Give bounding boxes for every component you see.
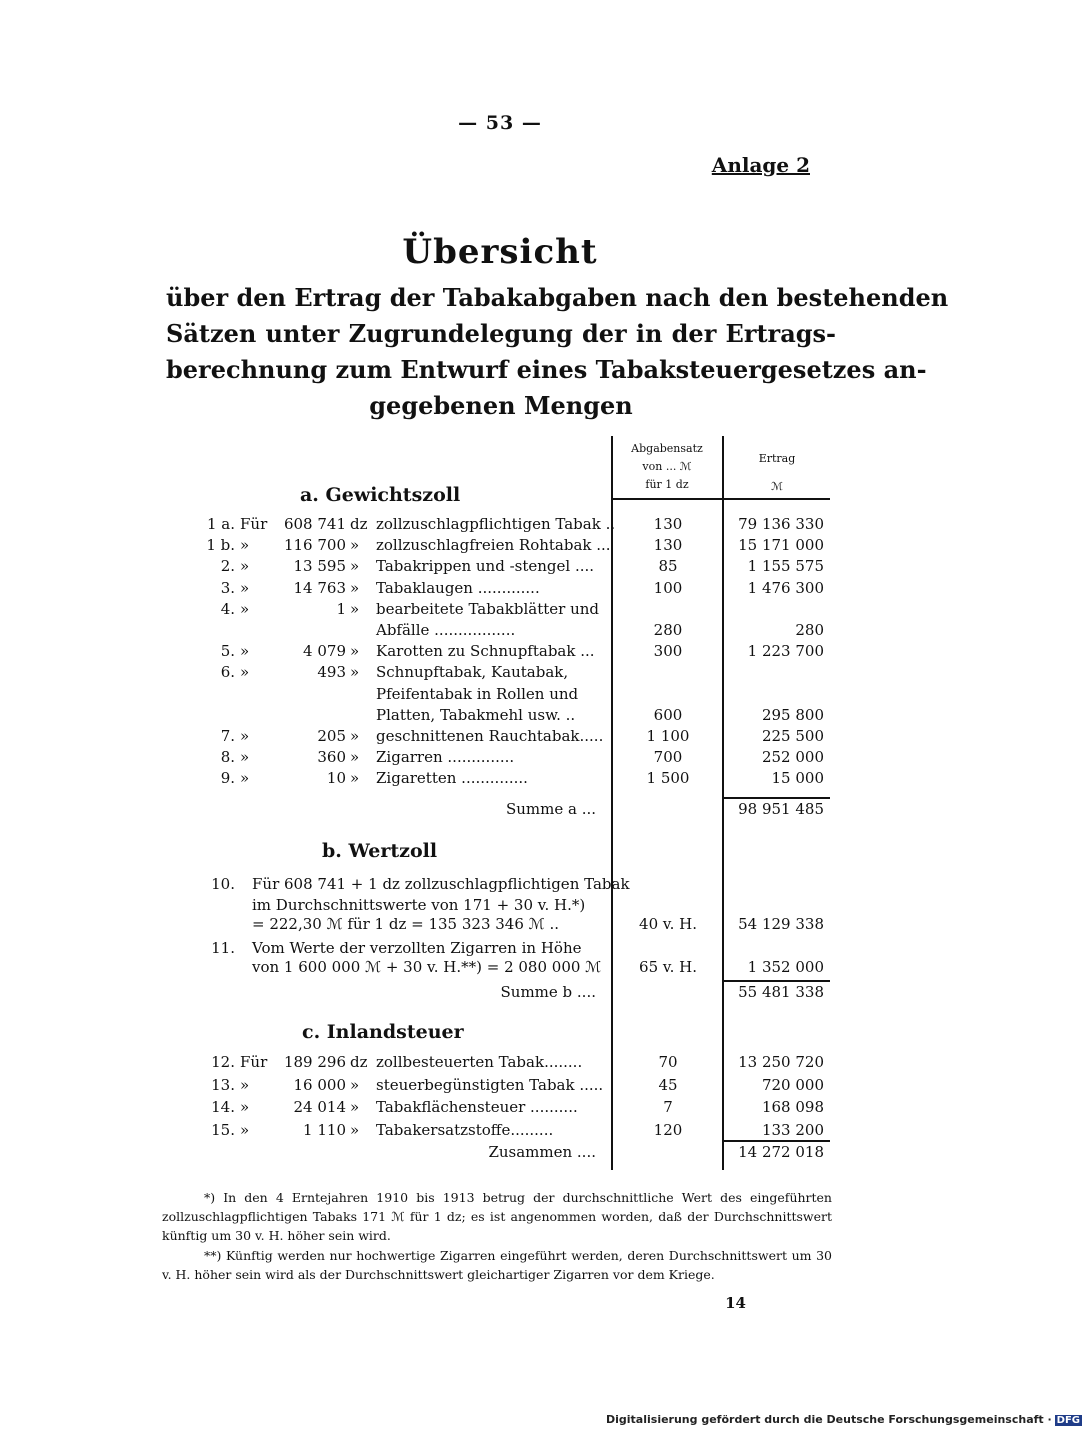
row-quantity: 189 296 [283, 1053, 346, 1071]
row-prefix: Für [240, 515, 268, 533]
footnote-2: **) Künftig werden nur hochwertige Zigarren eingeführt werden, deren Durchschnittswert um 30 v. H. höher sein wird als der Durchschnittswert gleichartiger Zigarren vor dem Kriege. [162, 1248, 832, 1282]
row-value: 252 000 [761, 748, 824, 767]
row-10-rate: 40 v. H. [639, 915, 697, 933]
row-value: 168 098 [761, 1098, 824, 1116]
sum-total-rule [724, 1140, 830, 1142]
row-value: 1 155 575 [747, 557, 824, 576]
row-rate: 600 [653, 705, 683, 724]
row-quantity: 205 [317, 727, 346, 745]
row-description: zollbesteuerten Tabak........ [376, 1053, 583, 1071]
row-rate: 280 [653, 621, 683, 639]
row-quantity: 10 [326, 769, 346, 788]
row-prefix: » [240, 1098, 250, 1116]
sum-a-rule [724, 797, 830, 799]
row-unit: dz [350, 1053, 368, 1071]
row-description: Platten, Tabakmehl usw. .. [376, 705, 576, 724]
row-11-value: 1 352 000 [747, 958, 824, 976]
row-description: geschnittenen Rauchtabak..... [376, 727, 604, 745]
row-description: Tabakflächensteuer .......... [376, 1098, 578, 1116]
row-10-line-2: im Durchschnittswerte von 171 + 30 v. H.*) [252, 896, 586, 914]
row-prefix: » [240, 578, 250, 597]
row-10-line-1: Für 608 741 + 1 dz zollzuschlagpflichtigen Tabak [252, 875, 630, 893]
row-description: Tabakrippen und -stengel .... [376, 557, 595, 576]
row-description: Zigaretten .............. [376, 769, 528, 788]
row-quantity: 493 [317, 663, 346, 682]
row-unit: » [350, 642, 360, 661]
row-value: 295 800 [761, 705, 824, 724]
row-description: steuerbegünstigten Tabak ..... [376, 1075, 604, 1094]
row-11-line-1: Vom Werte der verzollten Zigarren in Höhe [252, 939, 582, 957]
row-unit: » [350, 1098, 360, 1116]
page-number: — 53 — [458, 112, 542, 134]
row-value: 15 171 000 [738, 536, 824, 555]
row-unit: » [350, 748, 360, 767]
row-quantity: 116 700 [283, 536, 346, 555]
row-quantity: 24 014 [293, 1098, 346, 1116]
table-row [0, 769, 1000, 790]
rate-header-line-3: für 1 dz [645, 478, 689, 491]
row-unit: » [350, 1075, 360, 1094]
row-number: 2. [220, 557, 235, 576]
section-b-heading: b. Wertzoll [322, 840, 438, 862]
table-row [0, 1098, 1000, 1119]
yield-column-header [724, 450, 830, 496]
row-description: Schnupftabak, Kautabak, [376, 663, 569, 682]
row-rate: 1 500 [646, 769, 690, 788]
row-description: Abfälle ................. [376, 621, 516, 639]
row-number: 9. [220, 769, 235, 788]
row-quantity: 1 [336, 599, 346, 618]
row-rate: 85 [658, 557, 678, 576]
sum-total-label: Zusammen .... [488, 1143, 596, 1161]
row-number: 1 b. [206, 536, 235, 555]
row-number: 4. [220, 599, 235, 618]
row-number: 3. [220, 578, 235, 597]
sum-a-label: Summe a ... [505, 800, 596, 818]
dfg-notice [606, 1413, 1082, 1426]
row-rate: 45 [658, 1075, 678, 1094]
row-value: 1 476 300 [747, 578, 824, 597]
row-value: 1 223 700 [747, 642, 824, 661]
table-row [0, 706, 1000, 727]
row-prefix: » [240, 599, 250, 618]
row-number: 6. [220, 663, 235, 682]
footnote-1: *) In den 4 Erntejahren 1910 bis 1913 betrug der durchschnittliche Wert des eingeführten zollzuschlagpflichtigen Tabaks 171 ℳ für 1 dz; es ist angenommen worden, daß der Durchschnittswert künftig um 30 v. H. höher sein wird. [162, 1190, 832, 1243]
row-number: 7. [220, 727, 235, 745]
yield-header-line-1: Ertrag [758, 452, 796, 465]
row-number: 8. [220, 748, 235, 767]
row-prefix: » [240, 748, 250, 767]
row-value: 720 000 [761, 1075, 824, 1094]
row-value: 133 200 [761, 1120, 824, 1139]
row-value: 13 250 720 [738, 1053, 824, 1071]
row-description: Pfeifentabak in Rollen und [376, 684, 579, 703]
row-prefix: » [240, 536, 250, 555]
rate-header-line-1: Abgabensatz [631, 442, 703, 455]
row-description: Karotten zu Schnupftabak ... [376, 642, 595, 661]
row-quantity: 13 595 [293, 557, 346, 576]
dfg-notice-text: Digitalisierung gefördert durch die Deutsche Forschungsgemeinschaft · [606, 1413, 1052, 1426]
subtitle-line-1: über den Ertrag der Tabakabgaben nach den bestehenden [166, 283, 949, 312]
yield-header-line-2: ℳ [771, 480, 783, 493]
row-number: 13. [211, 1075, 235, 1094]
table-row [0, 557, 1000, 578]
row-10-number: 10. [211, 875, 235, 893]
table-row [0, 600, 1000, 621]
row-rate: 120 [653, 1120, 683, 1139]
row-number: 12. [211, 1053, 235, 1071]
table-row [0, 1121, 1000, 1142]
table-row [0, 727, 1000, 748]
row-11-rate: 65 v. H. [639, 958, 697, 976]
row-quantity: 4 079 [303, 642, 346, 661]
row-prefix: » [240, 557, 250, 576]
row-prefix: » [240, 1120, 250, 1139]
table-header-rule [611, 498, 830, 500]
row-value: 280 [795, 621, 824, 639]
sheet-number: 14 [725, 1294, 746, 1312]
row-quantity: 608 741 [283, 515, 346, 533]
row-rate: 700 [653, 748, 683, 767]
row-11-number: 11. [211, 939, 235, 957]
row-description: Tabakersatzstoffe......... [376, 1120, 554, 1139]
row-description: zollzuschlagfreien Rohtabak ... [376, 536, 611, 555]
table-row [0, 621, 1000, 642]
table-row [0, 579, 1000, 600]
row-rate: 300 [653, 642, 683, 661]
row-unit: » [350, 557, 360, 576]
row-rate: 70 [658, 1053, 678, 1071]
row-prefix: » [240, 642, 250, 661]
row-rate: 130 [653, 515, 683, 533]
row-unit: » [350, 599, 360, 618]
row-value: 15 000 [771, 769, 824, 788]
row-unit: » [350, 769, 360, 788]
table-row [0, 663, 1000, 684]
row-unit: » [350, 1120, 360, 1139]
table-row [0, 1076, 1000, 1097]
row-value: 79 136 330 [738, 515, 824, 533]
sum-a-value: 98 951 485 [738, 800, 824, 818]
row-description: zollzuschlagpflichtigen Tabak .. [376, 515, 616, 533]
subtitle-line-4: gegebenen Mengen [369, 391, 633, 420]
row-prefix: » [240, 1075, 250, 1094]
row-quantity: 1 110 [303, 1120, 346, 1139]
row-description: Tabaklaugen ............. [376, 578, 540, 597]
subtitle-line-2: Sätzen unter Zugrundelegung der in der Ertrags- [166, 319, 836, 348]
dfg-logo: DFG [1056, 1415, 1081, 1426]
table-row [0, 1053, 1000, 1074]
table-row [0, 536, 1000, 557]
document-title: Übersicht [402, 232, 598, 272]
row-rate: 7 [663, 1098, 673, 1116]
row-prefix: Für [240, 1053, 268, 1071]
row-unit: dz [350, 515, 368, 533]
row-11-line-2: von 1 600 000 ℳ + 30 v. H.**) = 2 080 000 ℳ [252, 958, 602, 976]
rate-header-line-2: von ... ℳ [642, 460, 692, 473]
row-description: bearbeitete Tabakblätter und [376, 599, 600, 618]
row-rate: 1 100 [646, 727, 690, 745]
rate-column-header [613, 440, 721, 494]
section-a-heading: a. Gewichtszoll [300, 484, 461, 506]
row-number: 15. [211, 1120, 235, 1139]
table-row [0, 685, 1000, 706]
sum-b-rule [724, 980, 830, 982]
row-number: 14. [211, 1098, 235, 1116]
row-number: 1 a. [206, 515, 235, 533]
row-number: 5. [220, 642, 235, 661]
row-unit: » [350, 727, 360, 745]
row-prefix: » [240, 769, 250, 788]
row-10-line-3: = 222,30 ℳ für 1 dz = 135 323 346 ℳ .. [252, 915, 560, 933]
table-row [0, 748, 1000, 769]
sum-b-label: Summe b .... [500, 983, 596, 1001]
sum-b-value: 55 481 338 [738, 983, 824, 1001]
row-rate: 130 [653, 536, 683, 555]
sum-total-value: 14 272 018 [738, 1143, 824, 1161]
row-10-value: 54 129 338 [738, 915, 824, 933]
row-prefix: » [240, 663, 250, 682]
subtitle-line-3: berechnung zum Entwurf eines Tabaksteuergesetzes an- [166, 355, 927, 384]
row-unit: » [350, 536, 360, 555]
row-unit: » [350, 663, 360, 682]
annex-label: Anlage 2 [711, 153, 810, 177]
row-quantity: 14 763 [293, 578, 346, 597]
row-unit: » [350, 578, 360, 597]
row-description: Zigarren .............. [376, 748, 515, 767]
row-value: 225 500 [761, 727, 824, 745]
table-row [0, 642, 1000, 663]
row-rate: 100 [653, 578, 683, 597]
row-prefix: » [240, 727, 250, 745]
row-quantity: 16 000 [293, 1075, 346, 1094]
table-row [0, 515, 1000, 536]
row-quantity: 360 [317, 748, 346, 767]
section-c-heading: c. Inlandsteuer [302, 1021, 464, 1043]
